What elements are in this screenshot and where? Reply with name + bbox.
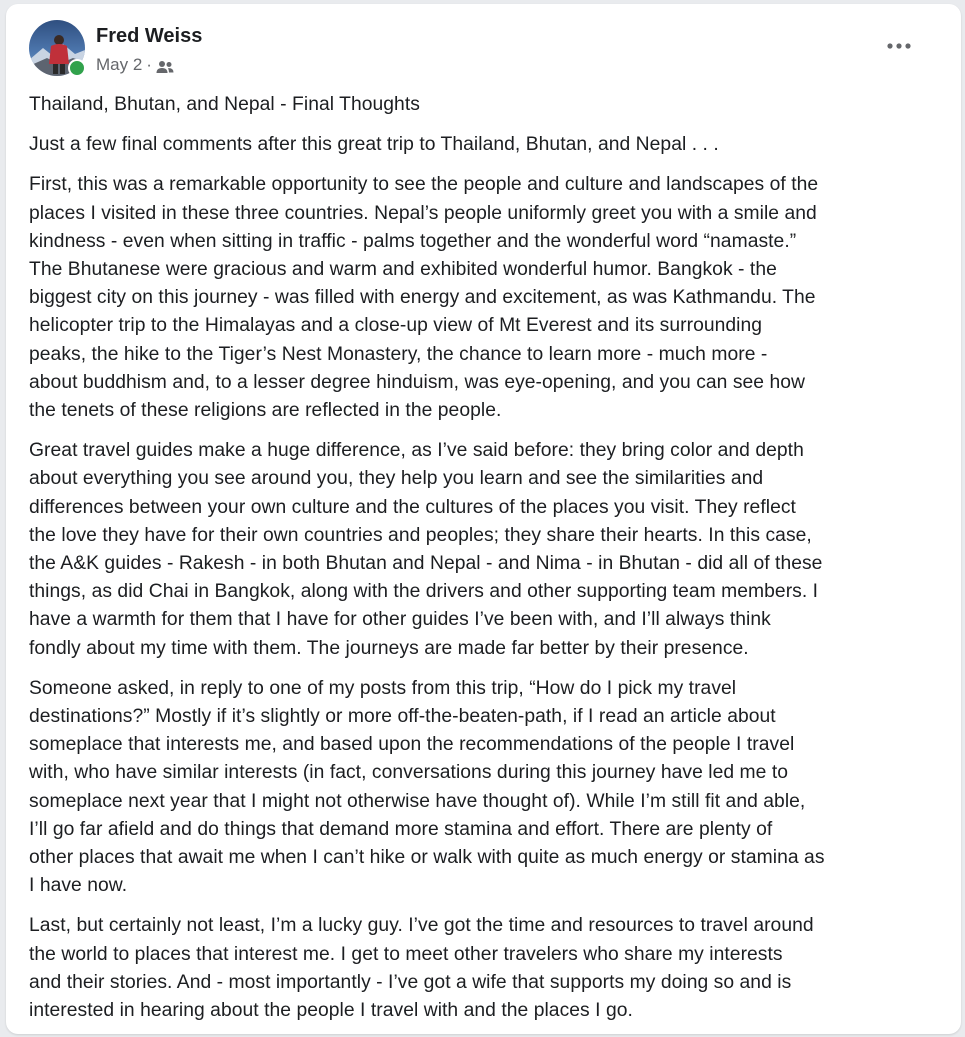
text-line: about buddhism and, to a lesser degree hinduism, was eye-opening, and you can see how: [29, 371, 805, 393]
text-line: the A&K guides - Rakesh - in both Bhutan and Nepal - and Nima - in Bhutan - did all of these: [29, 553, 823, 575]
text-line: interested in hearing about the people I travel with and the places I go.: [29, 1000, 633, 1022]
text-line: other places that await me when I can’t hike or walk with quite as much energy or stamina as: [29, 847, 825, 869]
text-line: the world to places that interest me. I get to meet other travelers who share my interests: [29, 943, 783, 965]
text-line: Someone asked, in reply to one of my posts from this trip, “How do I pick my travel: [29, 677, 737, 699]
post-body: [29, 91, 954, 1037]
text-line: destinations?” Mostly if it’s slightly or more off-the-beaten-path, if I read an article about: [29, 706, 776, 728]
post-meta: [96, 54, 174, 76]
more-options-button[interactable]: [881, 30, 917, 60]
post-header: [29, 20, 929, 80]
more-horizontal-icon: [887, 36, 911, 54]
text-line: the tenets of these religions are reflected in the people.: [29, 400, 502, 422]
text-line: Just a few final comments after this great trip to Thailand, Bhutan, and Nepal . . .: [29, 134, 719, 156]
text-line: things, as did Chai in Bangkok, along with the drivers and other supporting team members. I: [29, 581, 819, 603]
text-line: The Bhutanese were gracious and warm and exhibited wonderful humor. Bangkok - the: [29, 259, 777, 281]
text-line: I’ll go far afield and do things that demand more stamina and effort. There are plenty of: [29, 818, 773, 840]
online-status-dot: [68, 59, 86, 77]
text-line: have a warmth for them that I have for other guides I’ve been with, and I’ll always think: [29, 609, 771, 631]
text-line: kindness - even when sitting in traffic - palms together and the wonderful word “namaste.”: [29, 230, 797, 252]
post-date[interactable]: May 2: [96, 55, 143, 74]
text-line: Last, but certainly not least, I’m a lucky guy. I’ve got the time and resources to travel around: [29, 915, 814, 937]
text-line: with, who have similar interests (in fact, conversations during this journey have led me to: [29, 762, 789, 784]
text-line: about everything you see around you, they help you learn and see the similarities and: [29, 468, 764, 490]
text-line: biggest city on this journey - was filled with energy and excitement, as was Kathmandu. The: [29, 287, 816, 309]
text-line: someplace next year that I might not otherwise have thought of). While I’m still fit and able,: [29, 790, 806, 812]
meta-separator: ·: [146, 55, 152, 74]
post-title: [29, 91, 954, 119]
text-line: peaks, the hike to the Tiger’s Nest Monastery, the chance to learn more - much more -: [29, 343, 768, 365]
post-paragraph: [29, 437, 954, 663]
text-line: and their stories. And - most importantly - I’ve got a wife that supports my doing so and is: [29, 971, 792, 993]
text-line: fondly about my time with them. The journeys are made far better by their presence.: [29, 637, 749, 659]
text-line: Thailand, Bhutan, and Nepal - Final Thoughts: [29, 94, 420, 115]
post-card: [6, 4, 961, 1034]
post-paragraph: [29, 171, 954, 425]
friends-icon[interactable]: [156, 58, 174, 72]
post-paragraph: [29, 912, 954, 1025]
author-name[interactable]: Fred Weiss: [96, 25, 203, 47]
post-paragraph: [29, 675, 954, 901]
text-line: First, this was a remarkable opportunity to see the people and culture and landscapes of the: [29, 174, 819, 196]
text-line: the love they have for their own countries and peoples; they share their hearts. In this case,: [29, 524, 812, 546]
text-line: Great travel guides make a huge difference, as I’ve said before: they bring color and depth: [29, 440, 804, 462]
text-line: differences between your own culture and the cultures of the places you visit. They reflect: [29, 496, 796, 518]
text-line: someplace that interests me, and based upon the recommendations of the people I travel: [29, 734, 795, 756]
text-line: helicopter trip to the Himalayas and a close-up view of Mt Everest and its surrounding: [29, 315, 763, 337]
post-paragraph: [29, 131, 954, 159]
text-line: I have now.: [29, 875, 128, 897]
text-line: places I visited in these three countries. Nepal’s people uniformly greet you with a smile and: [29, 202, 817, 224]
